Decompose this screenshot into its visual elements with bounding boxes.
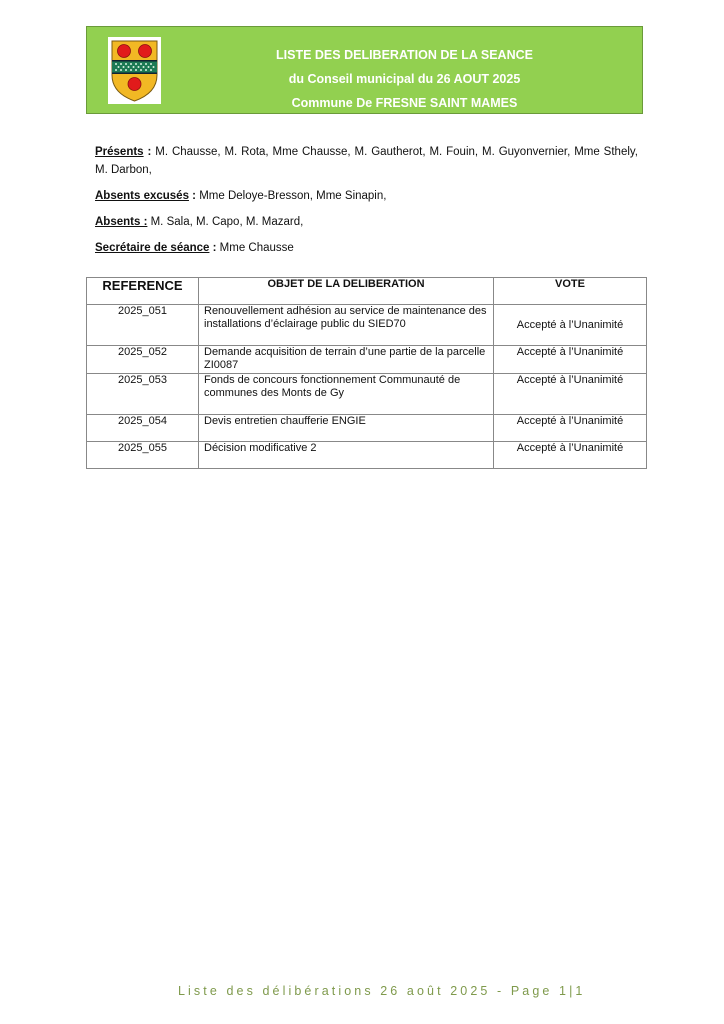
title-line-1: LISTE DES DELIBERATION DE LA SEANCE bbox=[276, 48, 533, 62]
absents-excuses-paragraph bbox=[95, 187, 638, 205]
cell-objet: Devis entretien chaufferie ENGIE bbox=[199, 415, 494, 442]
deliberations-table bbox=[86, 277, 647, 469]
presents-label: Présents bbox=[95, 146, 144, 158]
secretaire-paragraph bbox=[95, 239, 638, 257]
cell-vote: Accepté à l’Unanimité bbox=[494, 442, 647, 469]
table-row bbox=[87, 415, 647, 442]
coat-of-arms-icon bbox=[108, 37, 161, 104]
presents-paragraph bbox=[95, 143, 638, 179]
column-header-vote: VOTE bbox=[494, 278, 647, 305]
cell-objet: Renouvellement adhésion au service de maintenance des installations d’éclairage public du SIED70 bbox=[199, 305, 494, 346]
secretaire-label: Secrétaire de séance bbox=[95, 242, 210, 254]
column-header-objet: OBJET DE LA DELIBERATION bbox=[199, 278, 494, 305]
absents-excuses-colon: : bbox=[188, 190, 196, 202]
table-row bbox=[87, 374, 647, 415]
presents-value: M. Chausse, M. Rota, Mme Chausse, M. Gautherot, M. Fouin, M. Guyonvernier, Mme Sthely, M. Darbon, bbox=[95, 146, 638, 176]
cell-vote: Accepté à l’Unanimité bbox=[494, 305, 647, 346]
attendance-section bbox=[95, 143, 638, 265]
cell-reference: 2025_055 bbox=[87, 442, 199, 469]
table-row bbox=[87, 346, 647, 374]
page-footer: Liste des délibérations 26 août 2025 - Page 1|1 bbox=[178, 984, 586, 998]
cell-vote: Accepté à l’Unanimité bbox=[494, 374, 647, 415]
absents-paragraph bbox=[95, 213, 638, 231]
cell-reference: 2025_054 bbox=[87, 415, 199, 442]
absents-label: Absents : bbox=[95, 216, 148, 228]
cell-objet: Décision modificative 2 bbox=[199, 442, 494, 469]
cell-reference: 2025_052 bbox=[87, 346, 199, 374]
cell-objet: Demande acquisition de terrain d’une partie de la parcelle ZI0087 bbox=[199, 346, 494, 374]
column-header-reference: REFERENCE bbox=[87, 278, 199, 305]
cell-vote: Accepté à l’Unanimité bbox=[494, 415, 647, 442]
absents-value: M. Sala, M. Capo, M. Mazard, bbox=[147, 216, 304, 228]
cell-objet: Fonds de concours fonctionnement Communauté de communes des Monts de Gy bbox=[199, 374, 494, 415]
absents-excuses-value: Mme Deloye-Bresson, Mme Sinapin, bbox=[196, 190, 387, 202]
cell-reference: 2025_053 bbox=[87, 374, 199, 415]
absents-excuses-label: Absents excusés bbox=[95, 190, 189, 202]
cell-vote: Accepté à l’Unanimité bbox=[494, 346, 647, 374]
presents-colon: : bbox=[143, 146, 152, 158]
header-banner bbox=[86, 26, 643, 114]
secretaire-colon: : bbox=[209, 242, 217, 254]
cell-reference: 2025_051 bbox=[87, 305, 199, 346]
table-row bbox=[87, 442, 647, 469]
table-header-row bbox=[87, 278, 647, 305]
title-line-3: Commune De FRESNE SAINT MAMES bbox=[291, 96, 518, 110]
header-titles bbox=[207, 43, 602, 115]
table-row bbox=[87, 305, 647, 346]
secretaire-value: Mme Chausse bbox=[216, 242, 294, 254]
title-line-2: du Conseil municipal du 26 AOUT 2025 bbox=[288, 72, 521, 86]
